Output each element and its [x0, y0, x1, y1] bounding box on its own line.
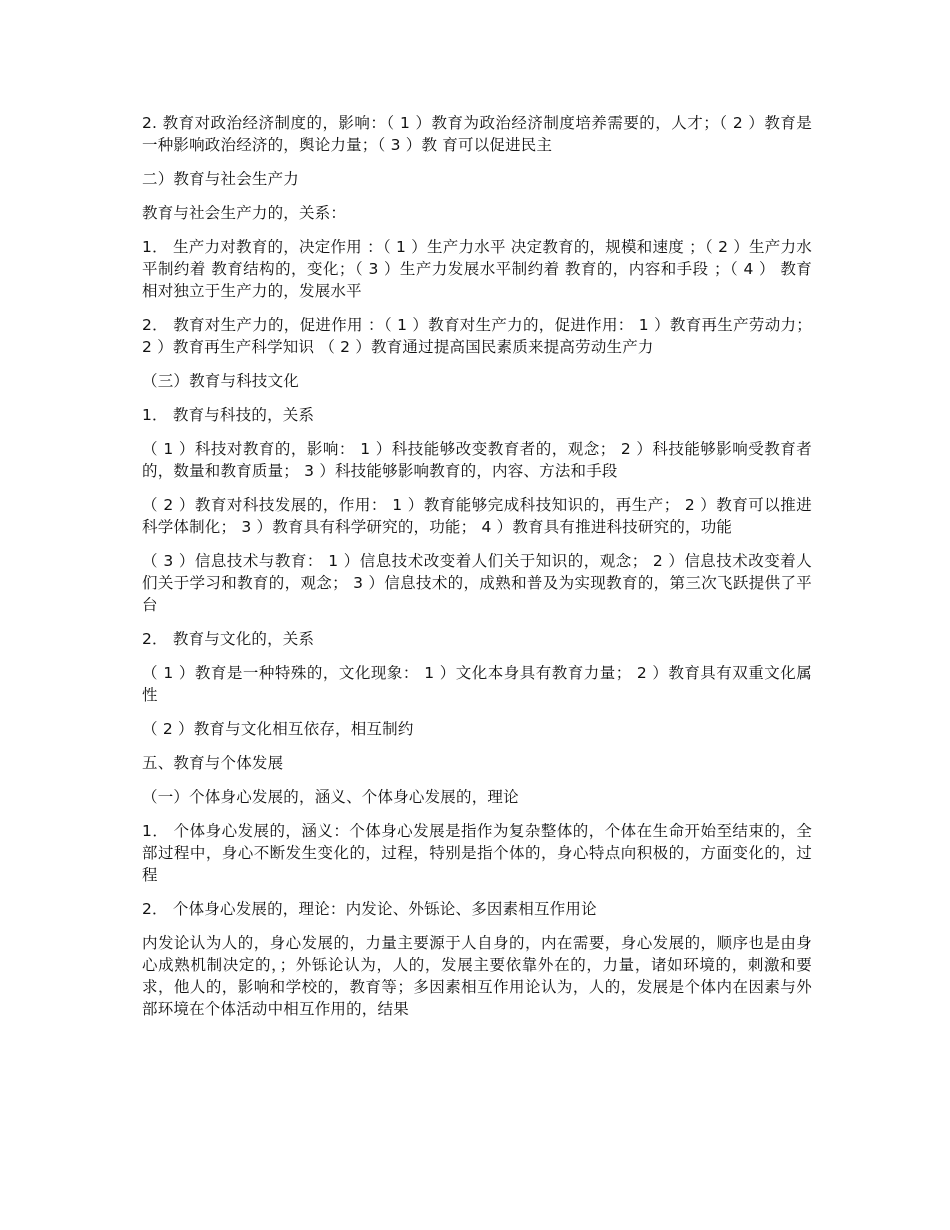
paragraph-education-affects-science: （ 2 ）教育对科技发展的，作用： 1 ）教育能够完成科技知识的，再生产； 2 ）教育可以推进科学体制化； 3 ）教育具有科学研究的，功能； 4 ）教育具有推进科技研究的，功能 [142, 496, 812, 536]
paragraph-education-culture-interdependence: （ 2 ）教育与文化相互依存，相互制约 [142, 720, 414, 738]
paragraph-education-cultural-phenomenon: （ 1 ）教育是一种特殊的，文化现象： 1 ）文化本身具有教育力量； 2 ）教育具有双重文化属性 [142, 664, 812, 704]
paragraph-productivity-intro: 教育与社会生产力的，关系： [142, 204, 347, 222]
paragraph-development-theories: 2． 个体身心发展的，理论：内发论、外铄论、多因素相互作用论 [142, 900, 597, 918]
subheading-education-science: 1． 教育与科技的，关系 [142, 406, 315, 424]
subheading-development-meaning-theory: （一）个体身心发展的，涵义、个体身心发展的，理论 [142, 788, 519, 806]
paragraph-development-meaning: 1． 个体身心发展的，涵义：个体身心发展是指作为复杂整体的，个体在生命开始至结束的，全部过程中，身心不断发生变化的，过程，特别是指个体的，身心特点向积极的，方面变化的，过程 [142, 822, 812, 884]
heading-science-culture: （三）教育与科技文化 [142, 372, 300, 390]
subheading-education-culture: 2． 教育与文化的，关系 [142, 630, 315, 648]
paragraph-politics-economy: 2. 教育对政治经济制度的，影响：（ 1 ）教育为政治经济制度培养需要的，人才；（ 2 ）教育是一种影响政治经济的，舆论力量；（ 3 ）教 育可以促进民主 [142, 114, 812, 154]
document-body [142, 112, 812, 1032]
heading-individual-development: 五、教育与个体发展 [142, 754, 284, 772]
paragraph-science-affects-education: （ 1 ）科技对教育的，影响： 1 ）科技能够改变教育者的，观念； 2 ）科技能够影响受教育者的，数量和教育质量； 3 ）科技能够影响教育的，内容、方法和手段 [142, 440, 812, 480]
paragraph-theories-explained: 内发论认为人的，身心发展的，力量主要源于人自身的，内在需要，身心发展的，顺序也是由身心成熟机制决定的，；外铄论认为，人的，发展主要依靠外在的，力量，诸如环境的，刺激和要求，他人的，影响和学校的，教育等；多因素相互作用论认为，人的，发展是个体内在因素与外部环境在个体活动中相互作用的，结果 [142, 934, 812, 1018]
heading-productivity: 二）教育与社会生产力 [142, 170, 300, 188]
paragraph-information-technology: （ 3 ）信息技术与教育： 1 ）信息技术改变着人们关于知识的，观念； 2 ）信息技术改变着人们关于学习和教育的，观念； 3 ）信息技术的，成熟和普及为实现教育的，第三次飞跃提供了平台 [142, 552, 812, 614]
paragraph-productivity-determines: 1． 生产力对教育的，决定作用 ：（ 1 ）生产力水平 决定教育的，规模和速度 ；（ 2 ）生产力水平制约着 教育结构的，变化；（ 3 ）生产力发展水平制约着 教育的，内容和手段 ；（ 4 ） 教育相对独立于生产力的，发展水平 [142, 238, 812, 300]
paragraph-education-promotes-productivity: 2． 教育对生产力的，促进作用 ：（ 1 ）教育对生产力的，促进作用： 1 ）教育再生产劳动力； 2 ）教育再生产科学知识 （ 2 ）教育通过提高国民素质来提高劳动生产力 [142, 316, 812, 356]
